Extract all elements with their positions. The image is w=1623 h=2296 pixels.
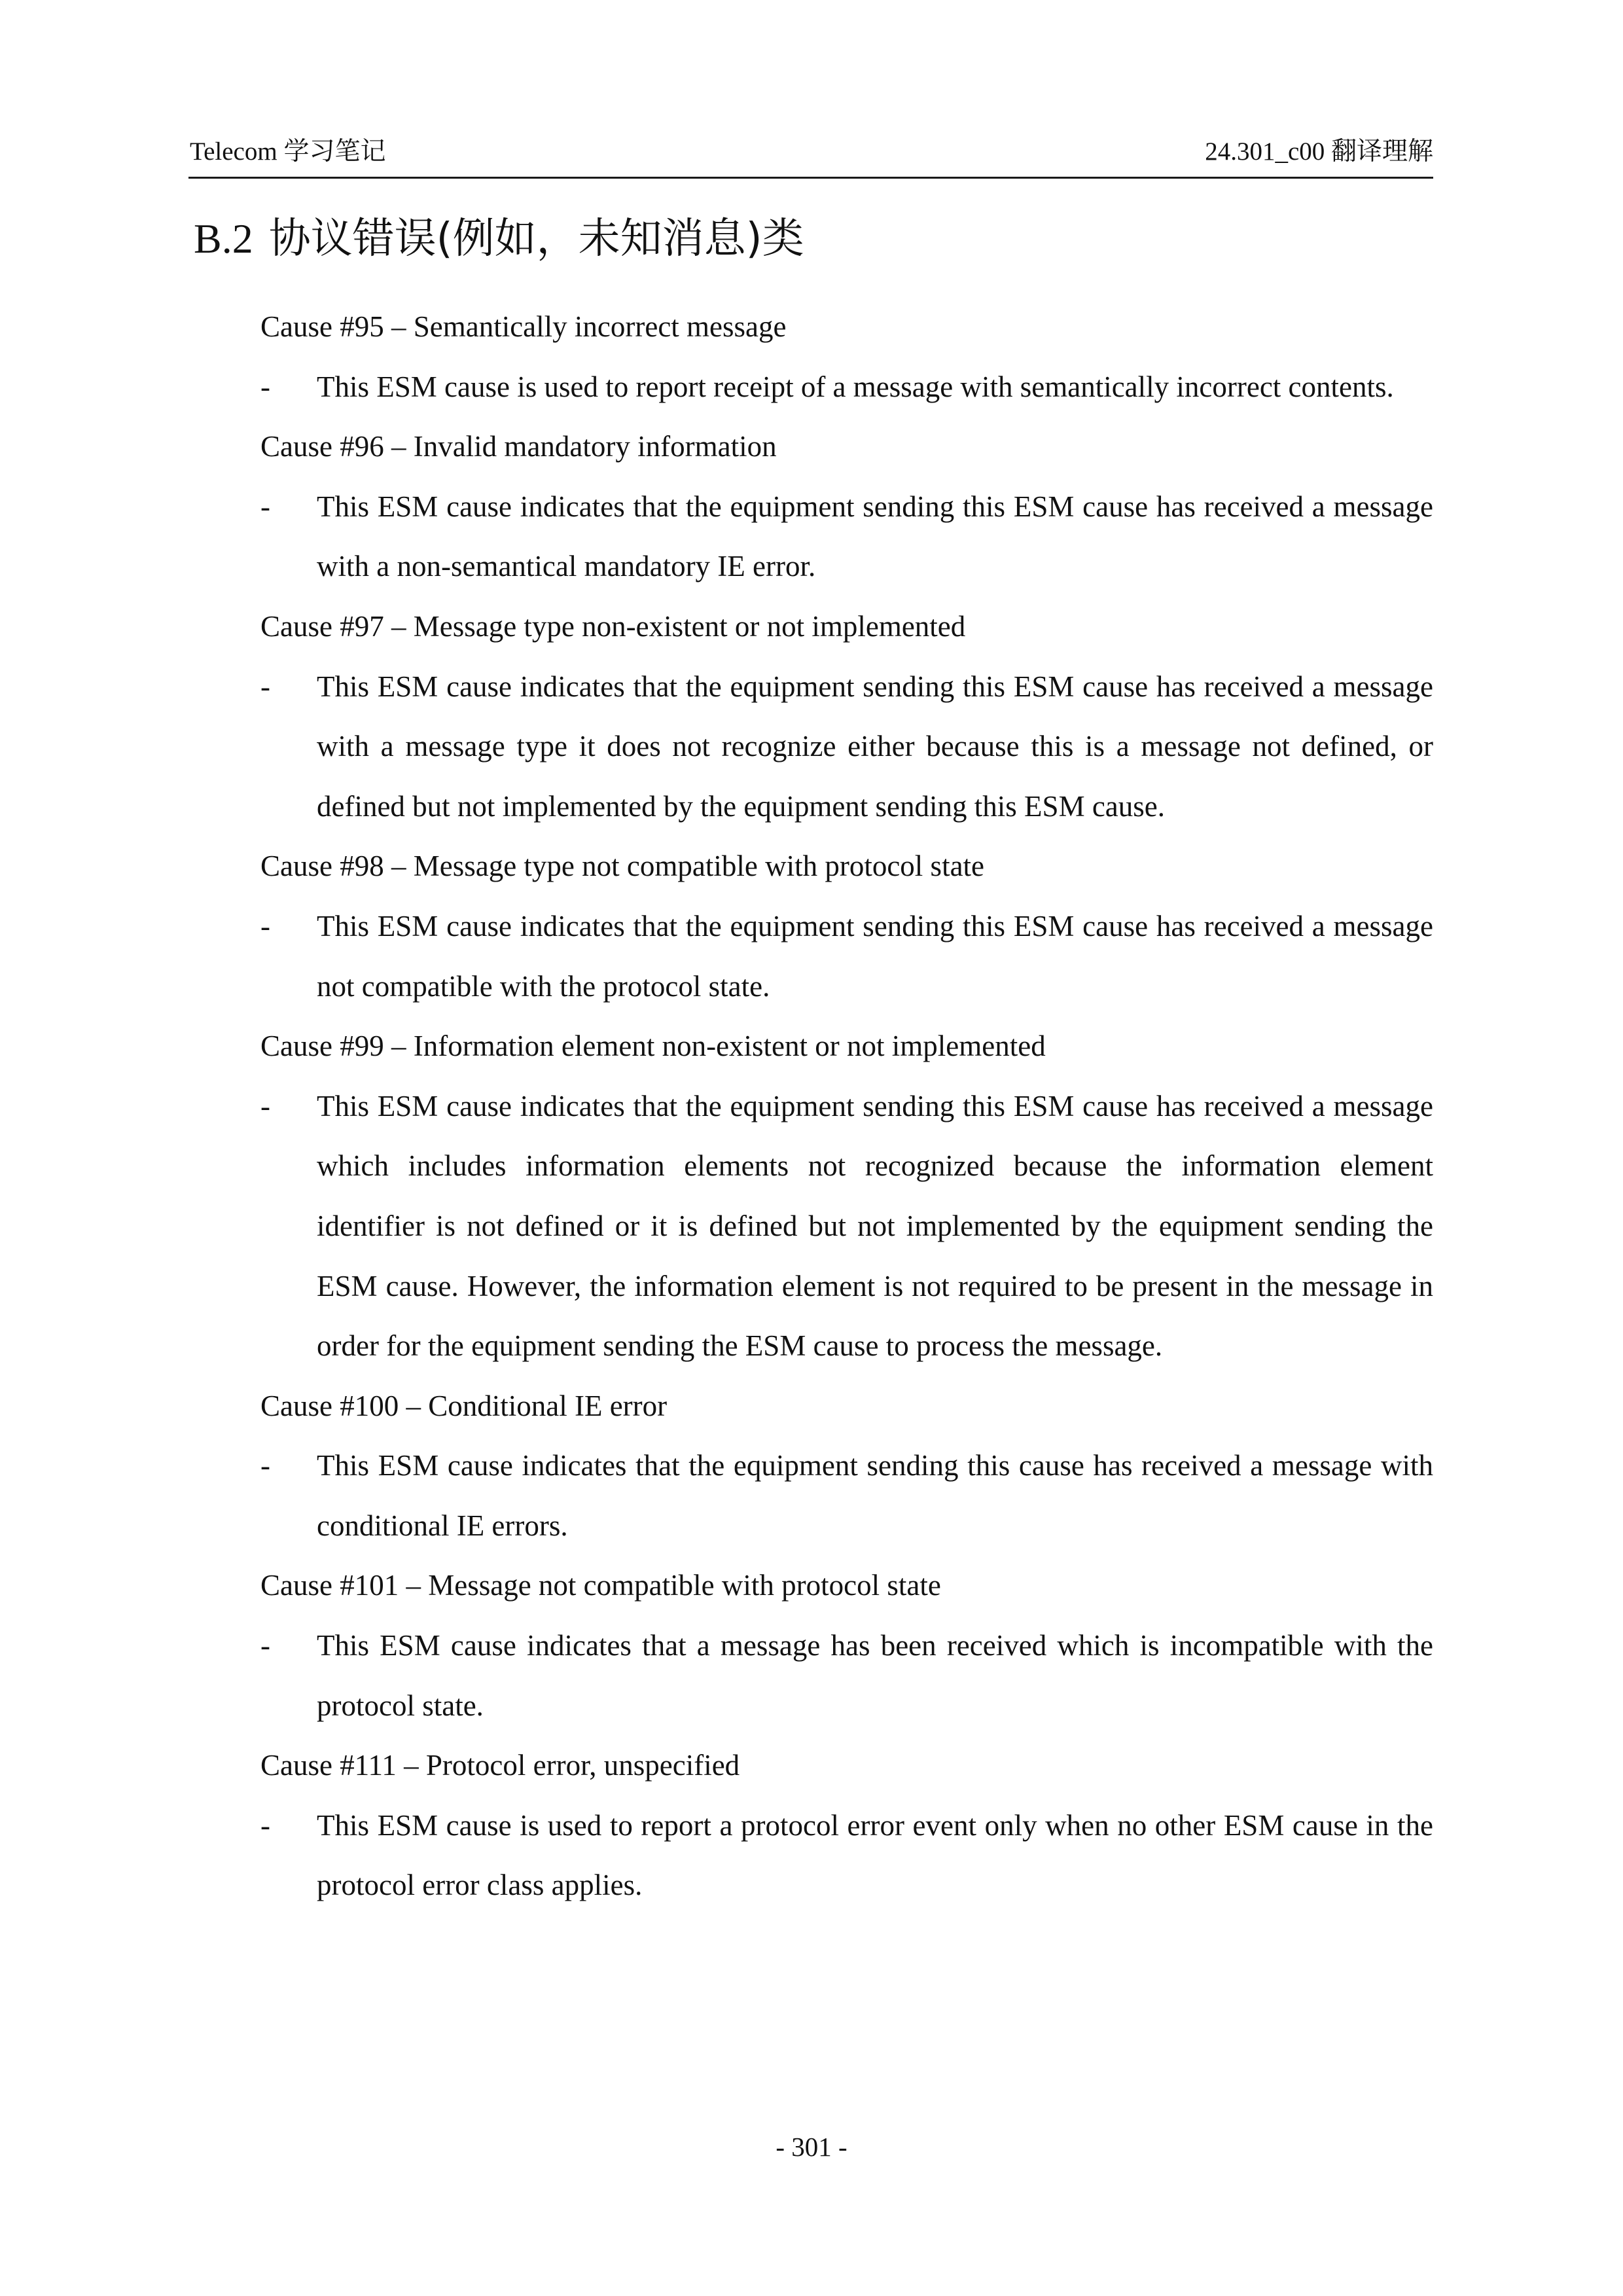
cause-description-95 — [260, 357, 1433, 418]
list-dash: - — [260, 670, 270, 703]
list-dash: - — [260, 1629, 270, 1662]
page-number: - 301 - — [776, 2132, 847, 2162]
cause-title-99: Cause #99 – Information element non-existent or not implemented — [260, 1030, 1046, 1063]
cause-title-97: Cause #97 – Message type non-existent or not implemented — [260, 609, 966, 643]
cause-description-96 — [260, 477, 1433, 597]
cause-description-101 — [260, 1616, 1433, 1736]
cause-description-99 — [260, 1077, 1433, 1376]
list-dash: - — [260, 1449, 270, 1482]
cause-title-111: Cause #111 – Protocol error, unspecified — [260, 1749, 740, 1782]
description-text: This ESM cause is used to report a protocol error event only when no other ESM cause in the protocol error class applies. — [317, 1808, 1433, 1902]
description-text: This ESM cause indicates that a message has been received which is incompatible with the protocol state. — [317, 1629, 1433, 1722]
header-title-left: Telecom 学习笔记 — [190, 137, 386, 166]
cause-description-111 — [260, 1796, 1433, 1916]
cause-title-101: Cause #101 – Message not compatible with protocol state — [260, 1569, 941, 1602]
cause-title-96: Cause #96 – Invalid mandatory information — [260, 430, 777, 463]
section-number: B.2 — [194, 215, 253, 262]
description-text: This ESM cause indicates that the equipment sending this cause has received a message with conditional IE errors. — [317, 1449, 1433, 1542]
list-dash: - — [260, 909, 270, 942]
description-text: This ESM cause indicates that the equipment sending this ESM cause has received a message with a message type it does not recognize either because this is a message not defined, or defined but not implemented by the equipment sending this ESM cause. — [317, 670, 1433, 823]
section-heading — [194, 211, 804, 267]
section-title-text: 协议错误(例如，未知消息)类 — [268, 215, 804, 263]
header-title-right: 24.301_c00 翻译理解 — [1205, 137, 1433, 166]
description-text: This ESM cause indicates that the equipment sending this ESM cause has received a message which includes information elements not recognized because the information element identifier is not defined or it is defined but not implemented by the equipment sending the ESM cause. However, the information element is not required to be present in the message in order for the equipment sending the ESM cause to process the message. — [317, 1089, 1433, 1363]
description-text: This ESM cause indicates that the equipment sending this ESM cause has received a message not compatible with the protocol state. — [317, 909, 1433, 1003]
cause-list — [0, 297, 1623, 1916]
list-dash: - — [260, 1808, 270, 1842]
description-text: This ESM cause indicates that the equipment sending this ESM cause has received a message with a non-semantical mandatory IE error. — [317, 490, 1433, 583]
cause-description-97 — [260, 657, 1433, 837]
list-dash: - — [260, 490, 270, 523]
cause-title-100: Cause #100 – Conditional IE error — [260, 1389, 668, 1422]
list-dash: - — [260, 1089, 270, 1122]
description-text: This ESM cause is used to report receipt of a message with semantically incorrect contents. — [317, 370, 1394, 403]
cause-description-100 — [260, 1436, 1433, 1556]
cause-title-98: Cause #98 – Message type not compatible with protocol state — [260, 850, 985, 883]
list-dash: - — [260, 370, 270, 403]
cause-description-98 — [260, 897, 1433, 1016]
header-divider — [188, 177, 1433, 179]
cause-title-95: Cause #95 – Semantically incorrect message — [260, 310, 787, 343]
